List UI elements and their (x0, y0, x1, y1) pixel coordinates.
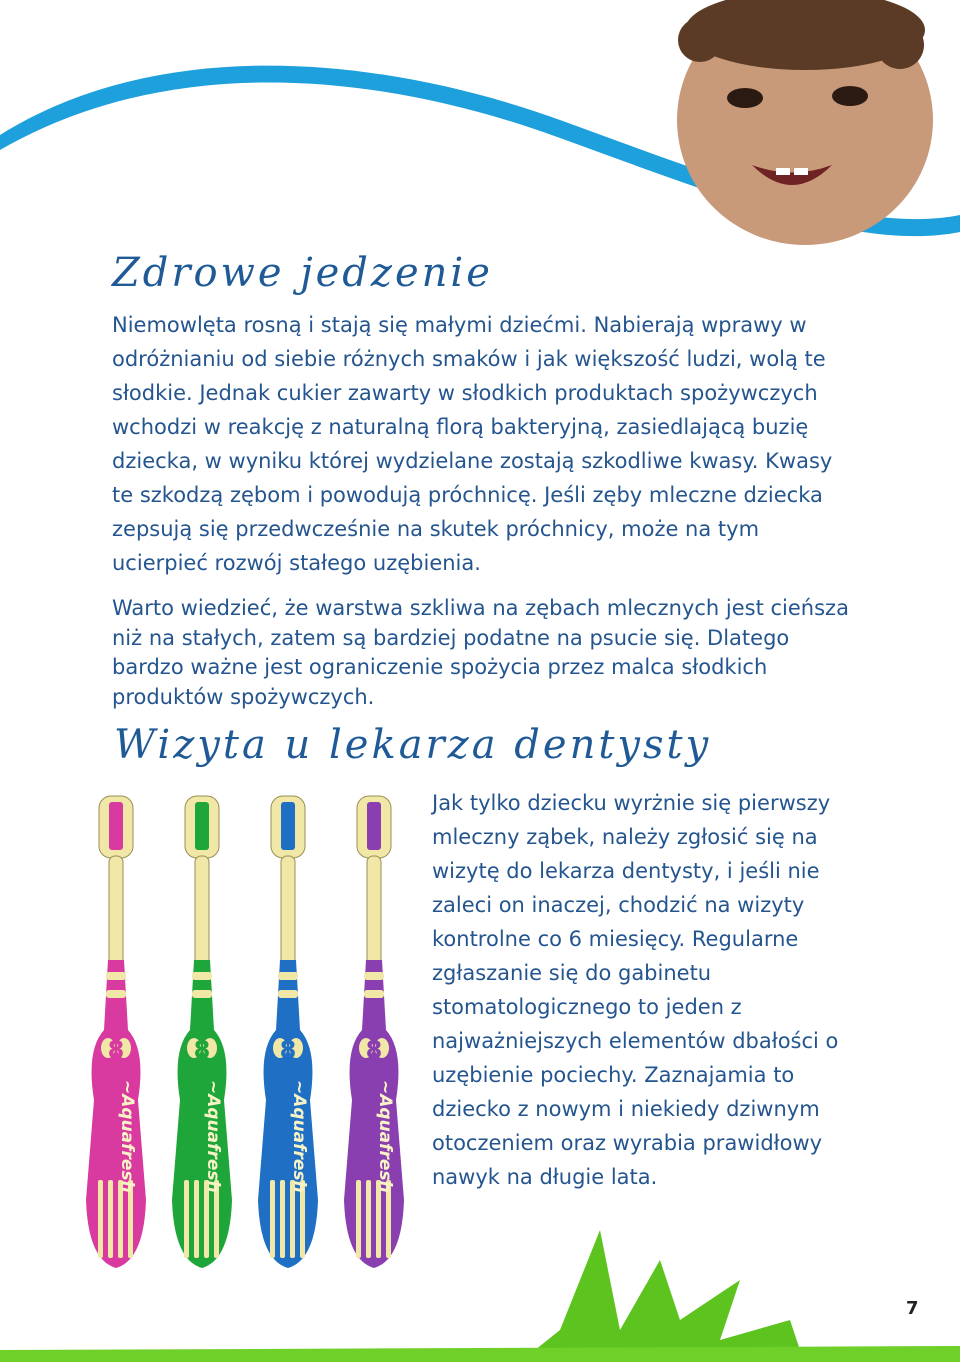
section-title-dentist-visit: Wizyta u lekarza dentysty (114, 722, 712, 768)
toothbrush-brand-label: ~Aquafresh (117, 1080, 137, 1193)
toothbrush-face: 8 (193, 1036, 211, 1064)
section-title-healthy-food: Zdrowe jedzenie (112, 250, 493, 296)
paragraph-healthy-food-2: Warto wiedzieć, że warstwa szkliwa na zębach mlecznych jest cieńsza niż na stałych, zatem są bardziej podatne na psucie się. Dlatego bardzo ważne jest ograniczenie spożycia przez malca słodkich produktów spożywczych. (112, 596, 849, 709)
toothbrush-face: 8 (107, 1036, 125, 1064)
toothbrush-brand-label: ~Aquafresh (375, 1080, 395, 1193)
toothbrush-face: 8 (279, 1036, 297, 1064)
toothbrush-face: 8 (365, 1036, 383, 1064)
paragraph-healthy-food-1: Niemowlęta rosną i stają się małymi dziećmi. Nabierają wprawy w odróżnianiu od siebie różnych smaków i jak większość ludzi, wolą te słodkie. Jednak cukier zawarty w słodkich produktach spożywczych wchodzi w reakcję z naturalną florą bakteryjną, zasiedlającą buzię dziecka, w wyniku której wydzielane zostają szkodliwe kwasy. Kwasy te szkodzą zębom i powodują próchnicę. Jeśli zęby mleczne dziecka zepsują się przedwcześnie na skutek próchnicy, może na tym ucierpieć rozwój stałego uzębienia. (112, 313, 833, 575)
toothbrush-brand-label: ~Aquafresh (289, 1080, 309, 1193)
toothbrush-brand-label: ~Aquafresh (203, 1080, 223, 1193)
paragraph-dentist-visit: Jak tylko dziecku wyrżnie się pierwszy mleczny ząbek, należy zgłosić się na wizytę do lekarza dentysty, i jeśli nie zaleci on inaczej, chodzić na wizyty kontrolne co 6 miesięcy. Regularne zgłaszanie się do gabinetu stomatologicznego to jeden z najważniejszych elementów dbałości o uzębienie pociechy. Zaznajamia to dziecko z nowym i niekiedy dziwnym otoczeniem oraz wyrabia prawidłowy nawyk na długie lata. (432, 791, 839, 1189)
page-number: 7 (906, 1298, 919, 1319)
